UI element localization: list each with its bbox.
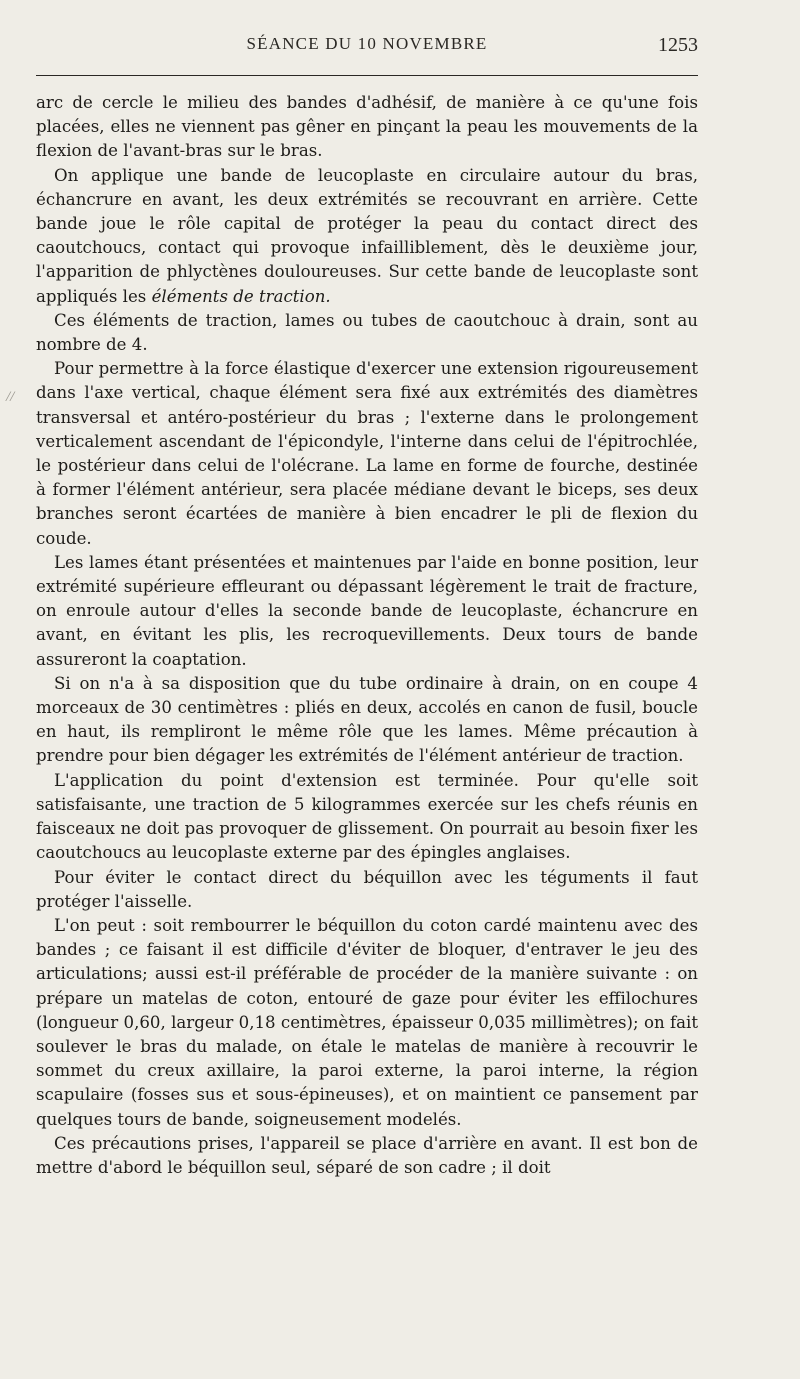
- paragraph-9: L'on peut : soit rembourrer le béquillon du coton cardé maintenu avec des bandes ; ce faisant il est difficile d'éviter de bloquer, d'entraver le jeu des articulations; aussi est-il préférable de procéder de la manière suivante : on prépare un matelas de coton, entouré de gaze pour éviter les effilochures (longueur 0,60, largeur 0,18 centimètres, épaisseur 0,035 millimètres); on fait soulever le bras du malade, on étale le matelas de manière à recouvrir le sommet du creux axillaire, la paroi externe, la paroi interne, la région scapulaire (fosses sus et sous-épineuses), et on maintient ce pansement par quelques tours de bande, soigneusement modelés.: [36, 915, 698, 1129]
- margin-mark: //: [6, 389, 15, 405]
- paragraph-10: Ces précautions prises, l'appareil se place d'arrière en avant. Il est bon de mettre d'abord le béquillon seul, séparé de son cadre ; il doit: [36, 1133, 698, 1177]
- header-rule: [36, 75, 698, 76]
- paragraph-5: Les lames étant présentées et maintenues par l'aide en bonne position, leur extrémité supérieure effleurant ou dépassant légèrement le trait de fracture, on enroule autour d'elles la seconde bande de leucoplaste, échancrure en avant, en évitant les plis, les recroquevillements. Deux tours de bande assureront la coaptation.: [36, 552, 698, 669]
- page-number: 1253: [658, 34, 698, 56]
- paragraph-2-text: On applique une bande de leucoplaste en circulaire autour du bras, échancrure en avant, les deux extrémités se recouvrant en arrière. Cette bande joue le rôle capital de protéger la peau du contact direct des caoutchoucs, contact qui provoque infailliblement, dès le deuxième jour, l'apparition de phlyctènes douloureuses. Sur cette bande de leucoplaste sont appliqués les: [36, 165, 698, 306]
- paragraph-2: [36, 164, 698, 309]
- paragraph-6: Si on n'a à sa disposition que du tube ordinaire à drain, on en coupe 4 morceaux de 30 centimètres : pliés en deux, accolés en canon de fusil, boucle en haut, ils rempliront le même rôle que les lames. Même précaution à prendre pour bien dégager les extrémités de l'élément antérieur de traction.: [36, 673, 698, 766]
- paragraph-4: Pour permettre à la force élastique d'exercer une extension rigoureusement dans l'axe vertical, chaque élément sera fixé aux extrémités des diamètres transversal et antéro-postérieur du bras ; l'externe dans le prolongement verticalement ascendant de l'épicondyle, l'interne dans celui de l'épitrochlée, le postérieur dans celui de l'olécrane. La lame en forme de fourche, destinée à former l'élément antérieur, sera placée médiane devant le biceps, ses deux branches seront écartées de manière à bien encadrer le pli de flexion du coude.: [36, 359, 698, 548]
- body-text: [36, 91, 698, 1180]
- italic-phrase: éléments de traction.: [151, 286, 331, 306]
- running-head: [36, 34, 698, 60]
- paragraph-1: arc de cercle le milieu des bandes d'adhésif, de manière à ce qu'une fois placées, elles ne viennent pas gêner en pinçant la peau les mouvements de la flexion de l'avant-bras sur le bras.: [36, 93, 698, 161]
- paragraph-7: L'application du point d'extension est terminée. Pour qu'elle soit satisfaisante, une traction de 5 kilogrammes exercée sur les chefs réunis en faisceaux ne doit pas provoquer de glissement. On pourrait au besoin fixer les caoutchoucs au leucoplaste externe par des épingles anglaises.: [36, 770, 698, 863]
- running-title: SÉANCE DU 10 NOVEMBRE: [246, 34, 488, 53]
- paragraph-8: Pour éviter le contact direct du béquillon avec les téguments il faut protéger l'aisselle.: [36, 867, 698, 911]
- paragraph-3: Ces éléments de traction, lames ou tubes de caoutchouc à drain, sont au nombre de 4.: [36, 310, 698, 355]
